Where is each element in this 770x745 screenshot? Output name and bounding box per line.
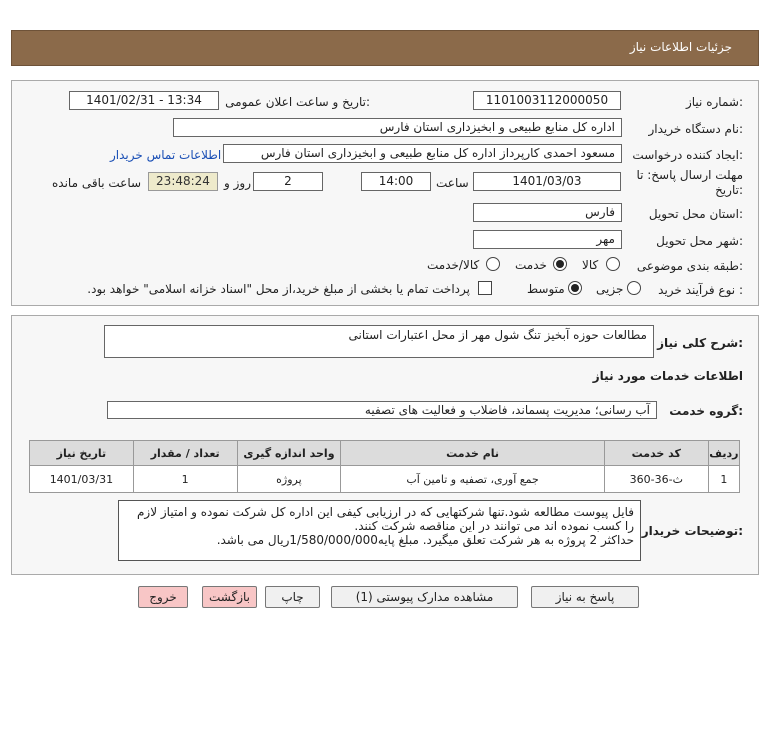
print-button[interactable]: چاپ <box>265 586 320 608</box>
time-remaining-label: ساعت باقی مانده <box>52 176 142 190</box>
buyer-notes-box[interactable]: فایل پیوست مطالعه شود.تنها شرکتهایی که در ارزیابی کیفی این اداره کل شرکت نموده و امتیاز لازم را کسب نموده اند می توانند در این مناقصه شرکت کنند. حداکثر 2 پروژه به هر شرکت تعلق میگیرد. مبلغ پایه1/580/000/000ریال می باشد. <box>118 500 641 561</box>
service-group-field[interactable]: آب رسانی؛ مدیریت پسماند، فاضلاب و فعالیت های تصفیه <box>107 401 657 419</box>
category-goods-label: کالا <box>582 258 599 272</box>
reply-to-need-button[interactable]: پاسخ به نیاز <box>531 586 639 608</box>
creator-field[interactable]: مسعود احمدی کارپرداز اداره کل منابع طبیعی و ابخیزداری استان فارس <box>223 144 622 163</box>
time-remaining-field: 23:48:24 <box>148 172 218 191</box>
buyer-org-label: نام دستگاه خریدار: <box>648 122 743 136</box>
exit-button[interactable]: خروج <box>138 586 188 608</box>
process-type-label: نوع فرآیند خرید : <box>658 283 743 297</box>
need-number-field[interactable]: 1101003112000050 <box>473 91 621 110</box>
category-service-label: خدمت <box>515 258 547 272</box>
deadline-time-label: ساعت <box>436 176 469 190</box>
service-group-label: گروه خدمت: <box>669 404 743 418</box>
process-medium-radio[interactable] <box>568 281 582 295</box>
deadline-time-field[interactable]: 14:00 <box>361 172 431 191</box>
cell-quantity: 1 <box>133 466 237 493</box>
buyer-org-field[interactable]: اداره کل منابع طبیعی و ابخیزداری استان فارس <box>173 118 622 137</box>
cell-row-number: 1 <box>708 466 739 493</box>
table-header-row <box>30 441 740 466</box>
cell-need-date: 1401/03/31 <box>30 466 134 493</box>
province-field[interactable]: فارس <box>473 203 622 222</box>
process-medium-label: متوسط <box>527 282 565 296</box>
days-label: روز و <box>224 176 251 190</box>
cell-service-name: جمع آوری، تصفیه و تامین آب <box>341 466 605 493</box>
cell-unit: پروژه <box>237 466 341 493</box>
announce-datetime-field[interactable]: 1401/02/31 - 13:34 <box>69 91 219 110</box>
category-goods-radio[interactable] <box>606 257 620 271</box>
buyer-notes-label: توضیحات خریدار: <box>641 524 743 538</box>
page-header <box>11 30 759 66</box>
col-header-service-code: کد خدمت <box>604 441 708 466</box>
category-goods-service-radio[interactable] <box>486 257 500 271</box>
days-remaining-field[interactable]: 2 <box>253 172 323 191</box>
services-heading: اطلاعات خدمات مورد نیاز <box>592 369 743 383</box>
province-label: استان محل تحویل: <box>648 207 743 221</box>
process-minor-label: جزیی <box>596 282 624 296</box>
page-title: جزئیات اطلاعات نیاز <box>629 40 732 54</box>
announce-datetime-label: تاریخ و ساعت اعلان عمومی: <box>225 95 370 109</box>
summary-field[interactable]: مطالعات حوزه آبخیز تنگ شول مهر از محل اعتبارات استانی <box>104 325 654 358</box>
treasury-payment-checkbox[interactable] <box>478 281 492 295</box>
creator-label: ایجاد کننده درخواست: <box>632 148 743 162</box>
category-service-radio[interactable] <box>553 257 567 271</box>
category-goods-service-label: کالا/خدمت <box>427 258 480 272</box>
deadline-date-label: تاریخ: <box>715 183 743 197</box>
services-table <box>29 440 740 493</box>
col-header-row-number: ردیف <box>708 441 739 466</box>
treasury-payment-note: پرداخت تمام یا بخشی از مبلغ خرید،از محل "اسناد خزانه اسلامی" خواهد بود. <box>87 282 470 296</box>
city-label: شهر محل تحویل: <box>656 234 743 248</box>
back-button[interactable]: بازگشت <box>202 586 257 608</box>
table-row[interactable] <box>30 466 740 493</box>
buyer-contact-link[interactable]: اطلاعات تماس خریدار <box>110 148 222 162</box>
deadline-date-field[interactable]: 1401/03/03 <box>473 172 621 191</box>
category-label: طبقه بندی موضوعی: <box>636 259 743 273</box>
col-header-quantity: تعداد / مقدار <box>133 441 237 466</box>
view-attachments-button[interactable]: مشاهده مدارک پیوستی (1) <box>331 586 518 608</box>
col-header-unit: واحد اندازه گیری <box>237 441 341 466</box>
need-number-label: شماره نیاز: <box>685 95 743 109</box>
summary-label: شرح کلی نیاز: <box>657 336 743 350</box>
cell-service-code: ث-36-360 <box>604 466 708 493</box>
process-minor-radio[interactable] <box>627 281 641 295</box>
city-field[interactable]: مهر <box>473 230 622 249</box>
col-header-service-name: نام خدمت <box>341 441 605 466</box>
deadline-label: مهلت ارسال پاسخ: تا <box>636 168 743 182</box>
col-header-need-date: تاریخ نیاز <box>30 441 134 466</box>
